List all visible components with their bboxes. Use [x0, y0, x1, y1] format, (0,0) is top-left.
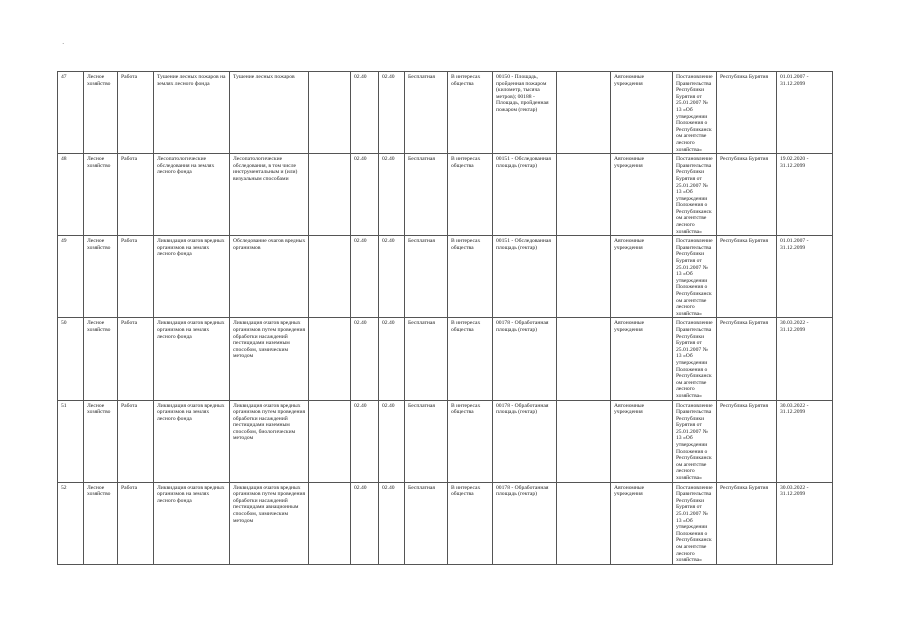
legal-act-cell: Постановление Правительства Республики Бурятия от 25.01.2007 № 13 «Об утверждении Положения о Республиканском агентстве лесного хозяйства»: [673, 154, 717, 236]
content-cell: Ликвидация очагов вредных организмов путем проведения обработки насаждений пестицидами наземным способом, биологическим методом: [230, 400, 309, 482]
indicators-cell: 00151 - Обследованная площадь (гектар): [493, 236, 557, 318]
sphere-cell: Лесное хозяйство: [84, 400, 118, 482]
region-cell: Республика Бурятия: [717, 236, 777, 318]
row-number: 52: [58, 482, 84, 564]
empty-cell: [557, 236, 611, 318]
row-number: 50: [58, 318, 84, 400]
table-row: [58, 154, 833, 236]
payment-cell: Бесплатная: [405, 154, 448, 236]
legal-act-cell: Постановление Правительства Республики Бурятия от 25.01.2007 № 13 «Об утверждении Положения о Республиканском агентстве лесного хозяйства»: [673, 236, 717, 318]
table-row: [58, 400, 833, 482]
kind-cell: Работа: [118, 482, 154, 564]
payment-cell: Бесплатная: [405, 318, 448, 400]
content-cell: Ликвидация очагов вредных организмов путем проведения обработки насаждений пестицидами наземным способом, химическим методом: [230, 318, 309, 400]
okved-code-cell: 02.40: [351, 154, 379, 236]
content-cell: Тушение лесных пожаров: [230, 72, 309, 154]
page-mark: ·: [62, 40, 65, 48]
legal-act-cell: Постановление Правительства Республики Бурятия от 25.01.2007 № 13 «Об утверждении Положения о Республиканском агентстве лесного хозяйства»: [673, 482, 717, 564]
sphere-cell: Лесное хозяйство: [84, 72, 118, 154]
interest-cell: В интересах общества: [448, 236, 493, 318]
okved-code-cell: 02.40: [351, 236, 379, 318]
name-cell: Тушение лесных пожаров на землях лесного фонда: [154, 72, 230, 154]
payment-cell: Бесплатная: [405, 72, 448, 154]
table-row: [58, 482, 833, 564]
period-cell: 01.01.2007 - 31.12.2099: [777, 72, 833, 154]
indicators-cell: 00178 - Обработанная площадь (гектар): [493, 318, 557, 400]
sphere-cell: Лесное хозяйство: [84, 482, 118, 564]
period-cell: 01.01.2007 - 31.12.2099: [777, 236, 833, 318]
content-cell: Ликвидация очагов вредных организмов путем проведения обработки насаждений пестицидами авиационным способом, химическим методом: [230, 482, 309, 564]
name-cell: Ликвидация очагов вредных организмов на землях лесного фонда: [154, 400, 230, 482]
okved-code-cell: 02.40: [379, 318, 405, 400]
institution-cell: Автономные учреждения: [611, 236, 673, 318]
region-cell: Республика Бурятия: [717, 154, 777, 236]
payment-cell: Бесплатная: [405, 400, 448, 482]
row-number: 47: [58, 72, 84, 154]
row-number: 49: [58, 236, 84, 318]
interest-cell: В интересах общества: [448, 154, 493, 236]
kind-cell: Работа: [118, 400, 154, 482]
period-cell: 30.03.2022 - 31.12.2099: [777, 318, 833, 400]
okved-code-cell: 02.40: [379, 154, 405, 236]
sphere-cell: Лесное хозяйство: [84, 318, 118, 400]
table-row: [58, 318, 833, 400]
period-cell: 19.02.2020 - 31.12.2099: [777, 154, 833, 236]
content-cell: Обследование очагов вредных организмов: [230, 236, 309, 318]
empty-cell: [309, 318, 351, 400]
region-cell: Республика Бурятия: [717, 318, 777, 400]
institution-cell: Автономные учреждения: [611, 154, 673, 236]
interest-cell: В интересах общества: [448, 400, 493, 482]
region-cell: Республика Бурятия: [717, 72, 777, 154]
period-cell: 30.03.2022 - 31.12.2099: [777, 482, 833, 564]
legal-act-cell: Постановление Правительства Республики Бурятия от 25.01.2007 № 13 «Об утверждении Положения о Республиканском агентстве лесного хозяйства»: [673, 72, 717, 154]
indicators-cell: 00151 - Обследованная площадь (гектар): [493, 154, 557, 236]
empty-cell: [557, 400, 611, 482]
empty-cell: [309, 154, 351, 236]
institution-cell: Автономные учреждения: [611, 482, 673, 564]
table-row: [58, 236, 833, 318]
okved-code-cell: 02.40: [351, 318, 379, 400]
kind-cell: Работа: [118, 236, 154, 318]
name-cell: Ликвидация очагов вредных организмов на землях лесного фонда: [154, 482, 230, 564]
empty-cell: [309, 482, 351, 564]
indicators-cell: 00150 - Площадь, пройденная пожаром (километр, тысяча метров); 00188 - Площадь, пройденная пожаром (гектар): [493, 72, 557, 154]
legal-act-cell: Постановление Правительства Республики Бурятия от 25.01.2007 № 13 «Об утверждении Положения о Республиканском агентстве лесного хозяйства»: [673, 318, 717, 400]
empty-cell: [309, 236, 351, 318]
sphere-cell: Лесное хозяйство: [84, 236, 118, 318]
region-cell: Республика Бурятия: [717, 482, 777, 564]
indicators-cell: 00178 - Обработанная площадь (гектар): [493, 400, 557, 482]
interest-cell: В интересах общества: [448, 72, 493, 154]
sphere-cell: Лесное хозяйство: [84, 154, 118, 236]
kind-cell: Работа: [118, 72, 154, 154]
table-row: [58, 72, 833, 154]
registry-table: [57, 71, 833, 565]
empty-cell: [309, 400, 351, 482]
name-cell: Лесопатологические обследования на землях лесного фонда: [154, 154, 230, 236]
okved-code-cell: 02.40: [379, 236, 405, 318]
name-cell: Ликвидация очагов вредных организмов на землях лесного фонда: [154, 236, 230, 318]
indicators-cell: 00178 - Обработанная площадь (гектар): [493, 482, 557, 564]
row-number: 48: [58, 154, 84, 236]
institution-cell: Автономные учреждения: [611, 400, 673, 482]
okved-code-cell: 02.40: [351, 72, 379, 154]
okved-code-cell: 02.40: [351, 400, 379, 482]
payment-cell: Бесплатная: [405, 482, 448, 564]
payment-cell: Бесплатная: [405, 236, 448, 318]
interest-cell: В интересах общества: [448, 482, 493, 564]
okved-code-cell: 02.40: [379, 482, 405, 564]
institution-cell: Автономные учреждения: [611, 72, 673, 154]
row-number: 51: [58, 400, 84, 482]
empty-cell: [557, 72, 611, 154]
okved-code-cell: 02.40: [379, 72, 405, 154]
empty-cell: [557, 318, 611, 400]
okved-code-cell: 02.40: [379, 400, 405, 482]
legal-act-cell: Постановление Правительства Республики Бурятия от 25.01.2007 № 13 «Об утверждении Положения о Республиканском агентстве лесного хозяйства»: [673, 400, 717, 482]
content-cell: Лесопатологические обследования, в том числе инструментальным и (или) визуальным способами: [230, 154, 309, 236]
okved-code-cell: 02.40: [351, 482, 379, 564]
interest-cell: В интересах общества: [448, 318, 493, 400]
empty-cell: [557, 154, 611, 236]
name-cell: Ликвидация очагов вредных организмов на землях лесного фонда: [154, 318, 230, 400]
empty-cell: [557, 482, 611, 564]
kind-cell: Работа: [118, 154, 154, 236]
period-cell: 30.03.2022 - 31.12.2099: [777, 400, 833, 482]
empty-cell: [309, 72, 351, 154]
kind-cell: Работа: [118, 318, 154, 400]
region-cell: Республика Бурятия: [717, 400, 777, 482]
institution-cell: Автономные учреждения: [611, 318, 673, 400]
